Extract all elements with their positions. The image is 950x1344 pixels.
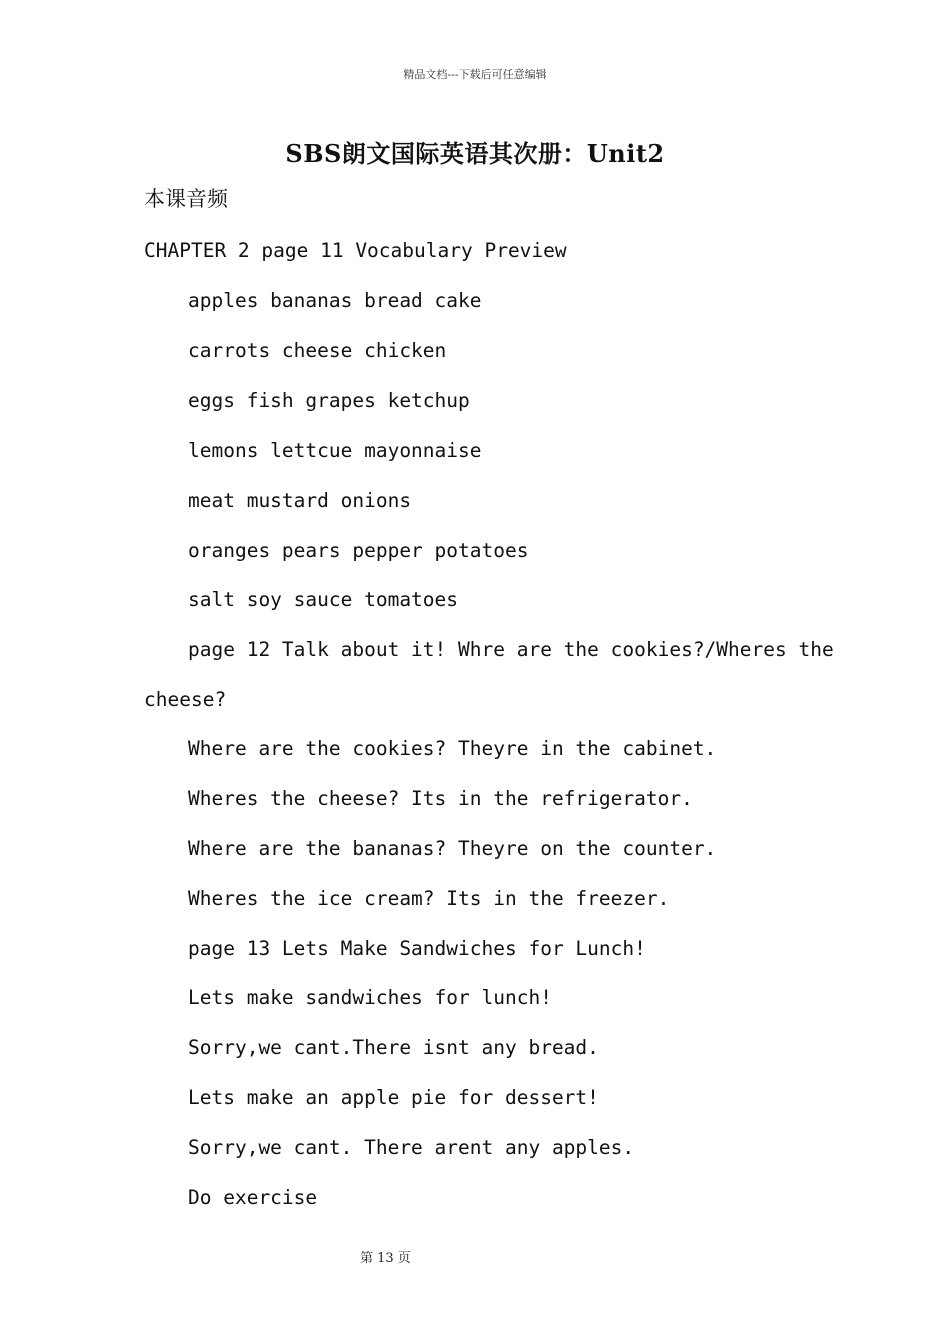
- text-line: eggs fish grapes ketchup: [188, 389, 470, 412]
- text-line: apples bananas bread cake: [188, 289, 482, 312]
- section-label: 本课音频: [144, 187, 228, 211]
- text-line: lemons lettcue mayonnaise: [188, 439, 482, 462]
- page-header: 精品文档---下载后可任意编辑: [403, 68, 547, 81]
- text-line: meat mustard onions: [188, 489, 412, 512]
- text-line: Wheres the ice cream? Its in the freezer.: [188, 887, 670, 910]
- text-line: Where are the cookies? Theyre in the cabinet.: [188, 737, 717, 760]
- text-line: Do exercise: [188, 1186, 318, 1209]
- text-line: cheese?: [144, 688, 227, 711]
- text-line: Sorry,we cant. There arent any apples.: [188, 1136, 635, 1159]
- text-line: carrots cheese chicken: [188, 339, 447, 362]
- text-line: salt soy sauce tomatoes: [188, 588, 459, 611]
- text-line: oranges pears pepper potatoes: [188, 539, 529, 562]
- page-number: 第 13 页: [360, 1251, 411, 1266]
- text-line: Where are the bananas? Theyre on the counter.: [188, 837, 717, 860]
- text-line: CHAPTER 2 page 11 Vocabulary Preview: [144, 239, 567, 262]
- text-line: page 13 Lets Make Sandwiches for Lunch!: [188, 937, 646, 960]
- text-line: Wheres the cheese? Its in the refrigerator.: [188, 787, 693, 810]
- document-title: SBS朗文国际英语其次册：Unit2: [285, 139, 665, 168]
- text-line: Lets make sandwiches for lunch!: [188, 986, 552, 1009]
- text-line: Lets make an apple pie for dessert!: [188, 1086, 599, 1109]
- text-line: Sorry,we cant.There isnt any bread.: [188, 1036, 599, 1059]
- text-line: page 12 Talk about it! Whre are the cookies?/Wheres the: [188, 638, 834, 661]
